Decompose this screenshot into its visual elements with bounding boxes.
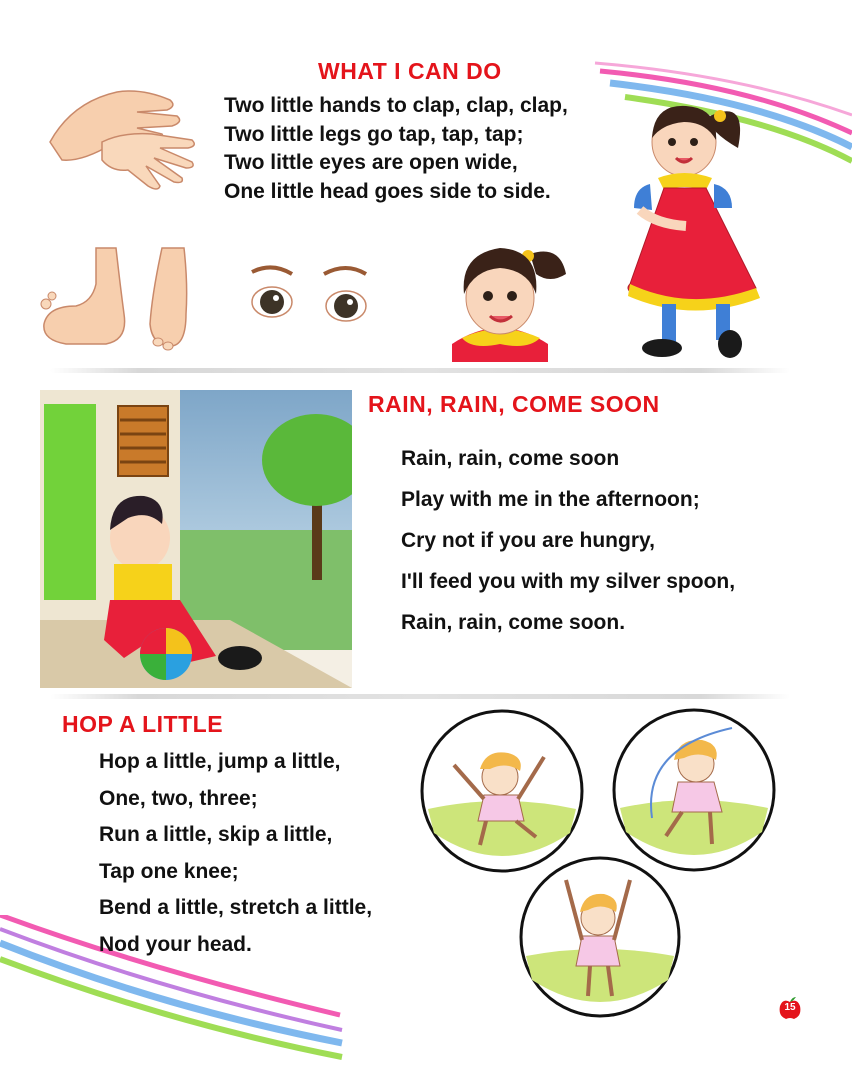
girl-skipping-circle-illustration	[612, 708, 776, 872]
poem-line: Play with me in the afternoon;	[401, 488, 700, 511]
poem-title-what-i-can-do: WHAT I CAN DO	[318, 58, 502, 84]
page-number: 15	[784, 1002, 796, 1013]
poem-line: Rain, rain, come soon.	[401, 611, 626, 634]
poem-title-hop-a-little: HOP A LITTLE	[62, 711, 224, 737]
poem-line: Tap one knee;	[99, 859, 239, 883]
poem-line: Hop a little, jump a little,	[99, 750, 341, 773]
standing-girl-illustration	[620, 98, 770, 362]
poem-title-rain-rain-come-soon: RAIN, RAIN, COME SOON	[368, 391, 660, 417]
girl-jumping-circle-illustration	[420, 709, 584, 873]
page-number-badge	[779, 996, 801, 1020]
poem-line: Two little eyes are open wide,	[224, 151, 518, 174]
poem-line: Cry not if you are hungry,	[401, 529, 655, 552]
poem-line: Run a little, skip a little,	[99, 823, 333, 847]
poem-body-rain-rain-come-soon	[401, 438, 735, 643]
poem-body-hop-a-little	[99, 744, 372, 964]
poem-line: Two little hands to clap, clap, clap,	[224, 94, 568, 117]
poem-line: Two little legs go tap, tap, tap;	[224, 122, 524, 146]
section-divider	[50, 694, 790, 699]
poem-body-what-i-can-do	[224, 92, 568, 206]
girl-stretching-circle-illustration	[518, 856, 682, 1018]
poem-line: Nod your head.	[99, 932, 252, 956]
poem-line: One little head goes side to side.	[224, 179, 551, 203]
section-divider	[50, 368, 790, 373]
boy-in-rain-illustration	[40, 390, 352, 688]
eyes-illustration	[248, 262, 370, 332]
hands-illustration	[42, 82, 200, 194]
girl-head-illustration	[440, 234, 572, 362]
poem-line: I'll feed you with my silver spoon,	[401, 570, 736, 593]
feet-illustration	[36, 244, 200, 352]
poem-line: Rain, rain, come soon	[401, 447, 620, 470]
poem-line: One, two, three;	[99, 786, 258, 810]
poem-line: Bend a little, stretch a little,	[99, 896, 373, 920]
